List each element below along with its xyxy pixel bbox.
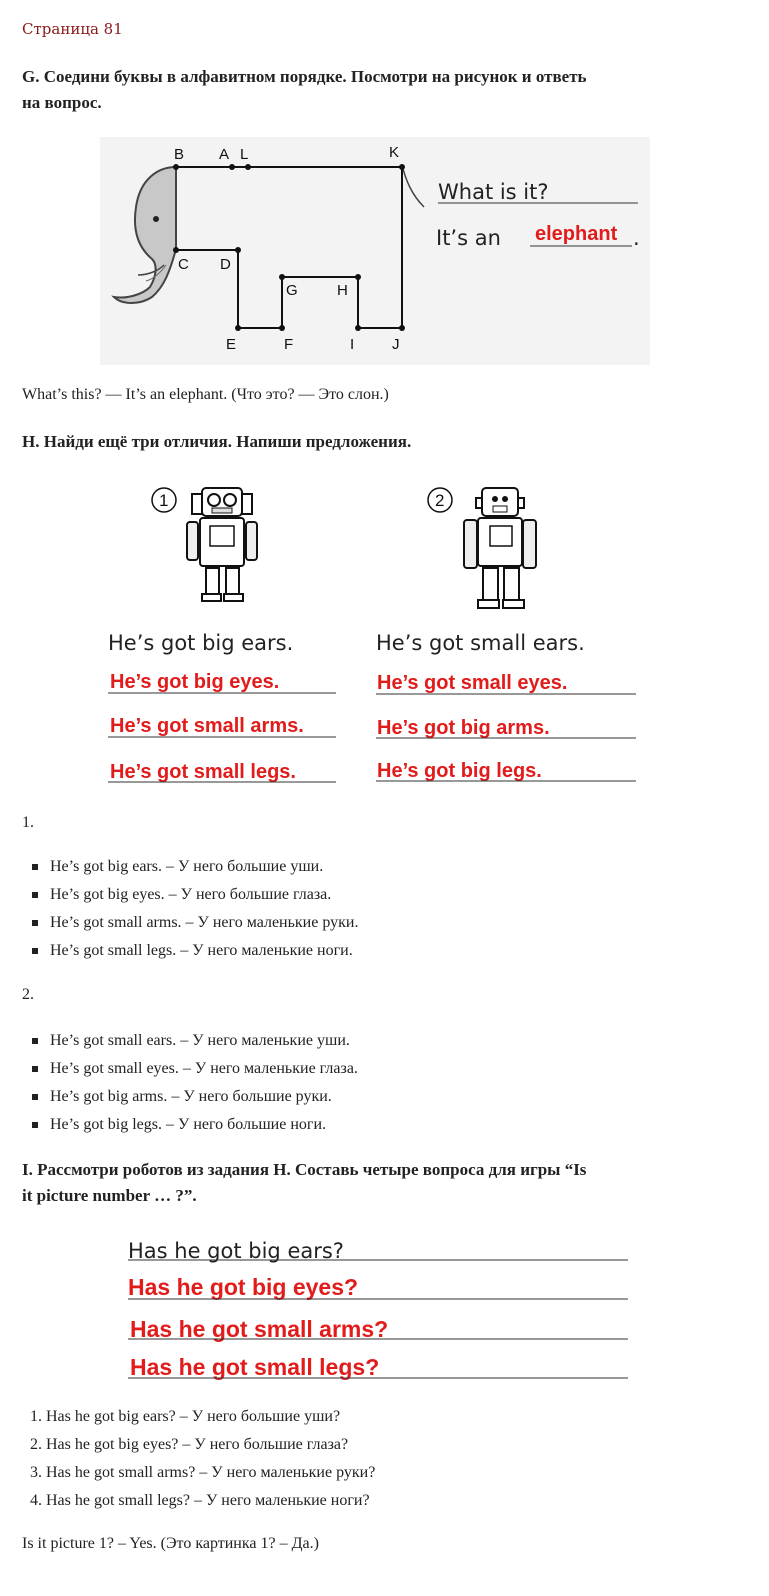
robot-2-bullet-list — [30, 1027, 358, 1139]
robot-2-answer-1: He’s got small eyes. — [377, 672, 568, 694]
robots-illustration — [100, 482, 660, 792]
dot-label-b: B — [174, 146, 185, 163]
page-label: Страница 81 — [22, 20, 123, 38]
robot-1-answer-3: He’s got small legs. — [110, 761, 296, 783]
dot-label-g: G — [286, 282, 298, 299]
task-i-heading-line1: I. Рассмотри роботов из задания H. Составь четыре вопроса для игры “Is — [22, 1160, 587, 1179]
list-item — [30, 853, 358, 881]
question-answer-1: Has he got big eyes? — [128, 1274, 359, 1300]
list-item-text: He’s got small arms. – У него маленькие руки. — [50, 914, 359, 931]
list-item — [30, 1055, 358, 1083]
dot-label-h: H — [337, 282, 348, 299]
questions-numbered-list — [30, 1403, 375, 1515]
list-item — [30, 1111, 358, 1139]
dot-label-c: C — [178, 256, 189, 273]
list-item — [30, 909, 358, 937]
robot-1-given-sentence: He’s got big ears. — [108, 631, 294, 655]
list-2-label: 2. — [22, 986, 34, 1003]
elephant-question: What is it? — [438, 180, 549, 204]
robot-1-answer-1: He’s got big eyes. — [110, 671, 280, 693]
elephant-answer-period: . — [633, 226, 640, 250]
task-g-heading — [22, 64, 587, 116]
task-g-heading-line2: на вопрос. — [22, 93, 102, 112]
list-item-text: He’s got small eyes. – У него маленькие глаза. — [50, 1060, 358, 1077]
dot-label-d: D — [220, 256, 231, 273]
list-item: 3. Has he got small arms? – У него маленькие руки? — [30, 1464, 376, 1481]
robot-2-drawing — [428, 488, 536, 608]
question-answer-3: Has he got small legs? — [130, 1354, 380, 1380]
list-item: 4. Has he got small legs? – У него маленькие ноги? — [30, 1492, 370, 1509]
elephant-dot-to-dot-illustration — [100, 137, 650, 365]
list-item — [30, 1027, 358, 1055]
robot-2-answer-2: He’s got big arms. — [377, 717, 550, 739]
list-item-text: He’s got small ears. – У него маленькие уши. — [50, 1032, 350, 1049]
robot-1-answer-2: He’s got small arms. — [110, 715, 304, 737]
questions-worksheet-illustration — [120, 1228, 640, 1398]
dot-label-f: F — [284, 336, 294, 353]
task-h-heading: H. Найди ещё три отличия. Напиши предложения. — [22, 432, 412, 451]
elephant-answer-fill: elephant — [535, 223, 618, 245]
elephant-translation: What’s this? — It’s an elephant. (Что это? — Это слон.) — [22, 386, 389, 403]
list-item: 2. Has he got big eyes? – У него большие глаза? — [30, 1436, 349, 1453]
task-i-heading-line2: it picture number … ?”. — [22, 1186, 197, 1205]
final-answer: Is it picture 1? – Yes. (Это картинка 1? – Да.) — [22, 1535, 319, 1552]
dot-label-k: K — [389, 144, 400, 161]
list-item-text: He’s got big arms. – У него большие руки. — [50, 1088, 332, 1105]
list-1-label: 1. — [22, 814, 34, 831]
list-item — [30, 937, 358, 965]
elephant-eye — [153, 216, 159, 222]
robot-1-number: 1 — [159, 491, 169, 510]
dot-label-e: E — [226, 336, 237, 353]
list-item-text: He’s got big ears. – У него большие уши. — [50, 858, 324, 875]
robot-2-answer-3: He’s got big legs. — [377, 760, 542, 782]
list-item: 1. Has he got big ears? – У него большие уши? — [30, 1408, 341, 1425]
dot-label-i: I — [350, 336, 355, 353]
dot-label-l: L — [240, 146, 249, 163]
dot-label-a: A — [219, 146, 230, 163]
list-item-text: He’s got big eyes. – У него большие глаза. — [50, 886, 332, 903]
robot-2-number: 2 — [435, 491, 445, 510]
robot-2-given-sentence: He’s got small ears. — [376, 631, 585, 655]
list-item-text: He’s got small legs. – У него маленькие ноги. — [50, 942, 353, 959]
list-item — [30, 881, 358, 909]
robot-1-bullet-list — [30, 853, 358, 965]
task-i-heading — [22, 1157, 586, 1209]
elephant-answer-prefix: It’s an — [436, 226, 501, 250]
list-item — [30, 1083, 358, 1111]
list-item-text: He’s got big legs. – У него большие ноги. — [50, 1116, 327, 1133]
dot-label-j: J — [392, 336, 400, 353]
task-g-heading-line1: G. Соедини буквы в алфавитном порядке. Посмотри на рисунок и ответь — [22, 67, 587, 86]
robot-1-drawing — [152, 488, 257, 601]
question-given: Has he got big ears? — [128, 1239, 344, 1263]
question-answer-2: Has he got small arms? — [130, 1316, 389, 1342]
